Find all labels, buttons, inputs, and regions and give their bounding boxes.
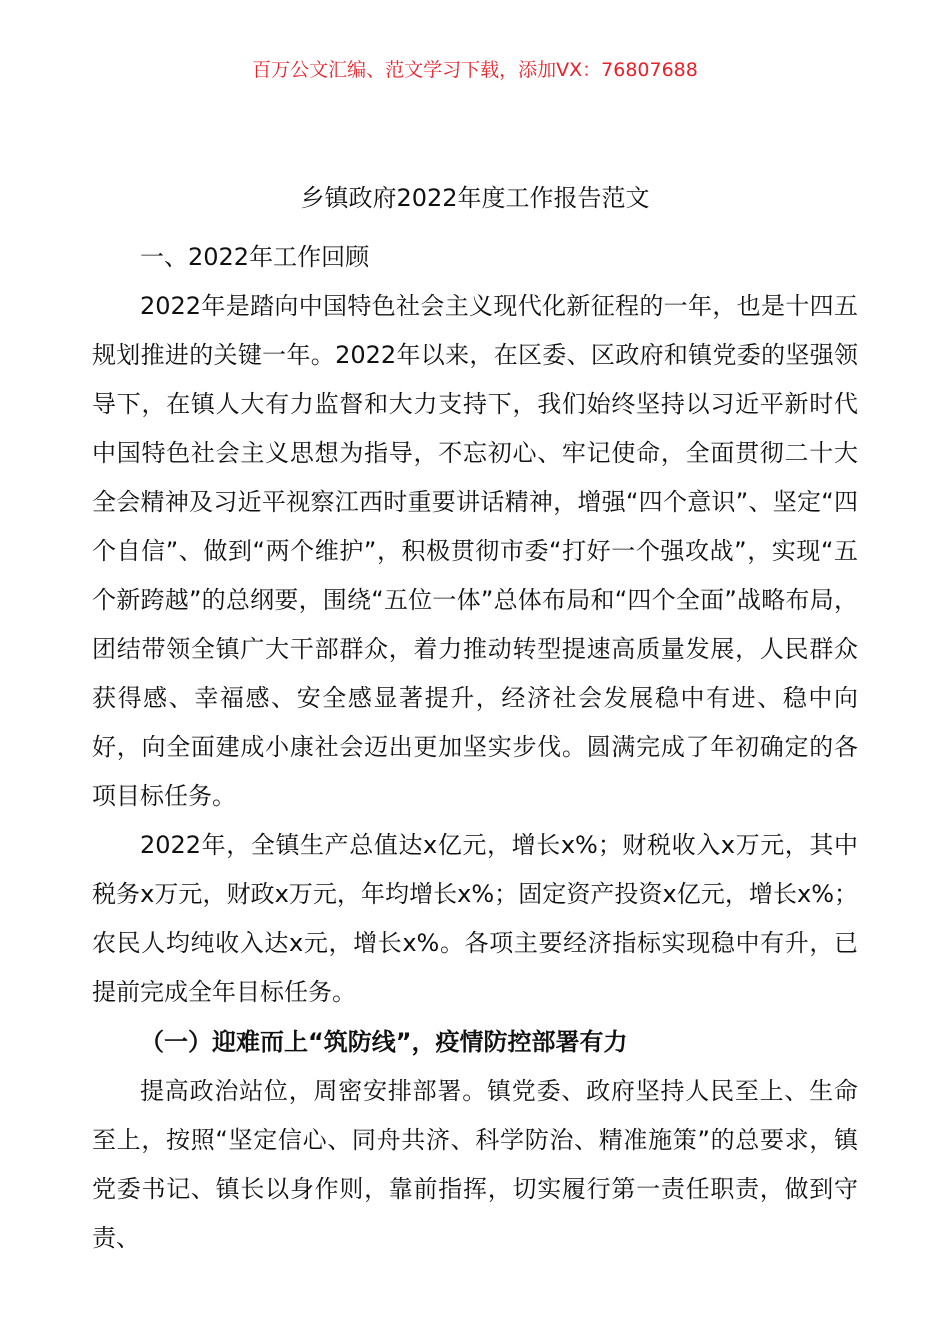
subsection-heading: （一）迎难而上“筑防线”，疫情防控部署有力 bbox=[140, 1028, 628, 1056]
document-title: 乡镇政府2022年度工作报告范文 bbox=[300, 184, 650, 212]
paragraph-epidemic-control: 提高政治站位，周密安排部署。镇党委、政府坚持人民至上、生命至上，按照“坚定信心、同舟共济、科学防治、精准施策”的总要求，镇党委书记、镇长以身作则，靠前指挥，切实履行第一责任职责，做到守责、 bbox=[92, 1077, 858, 1252]
watermark-banner: 百万公文汇编、范文学习下载，添加VX：76807688 bbox=[252, 59, 698, 81]
section-heading: 一、2022年工作回顾 bbox=[140, 243, 370, 271]
document-body bbox=[92, 232, 858, 1263]
paragraph-overview: 2022年是踏向中国特色社会主义现代化新征程的一年，也是十四五规划推进的关键一年。2022年以来，在区委、区政府和镇党委的坚强领导下，在镇人大有力监督和大力支持下，我们始终坚持以习近平新时代中国特色社会主义思想为指导，不忘初心、牢记使命，全面贯彻二十大全会精神及习近平视察江西时重要讲话精神，增强“四个意识”、坚定“四个自信”、做到“两个维护”，积极贯彻市委“打好一个强攻战”，实现“五个新跨越”的总纲要，围绕“五位一体”总体布局和“四个全面”战略布局，团结带领全镇广大干部群众，着力推动转型提速高质量发展，人民群众获得感、幸福感、安全感显著提升，经济社会发展稳中有进、稳中向好，向全面建成小康社会迈出更加坚实步伐。圆满完成了年初确定的各项目标任务。 bbox=[92, 292, 858, 810]
paragraph-economic-indicators: 2022年，全镇生产总值达x亿元，增长x%；财税收入x万元，其中税务x万元，财政x万元，年均增长x%；固定资产投资x亿元，增长x%；农民人均纯收入达x元，增长x%。各项主要经济指标实现稳中有升，已提前完成全年目标任务。 bbox=[92, 831, 858, 1006]
